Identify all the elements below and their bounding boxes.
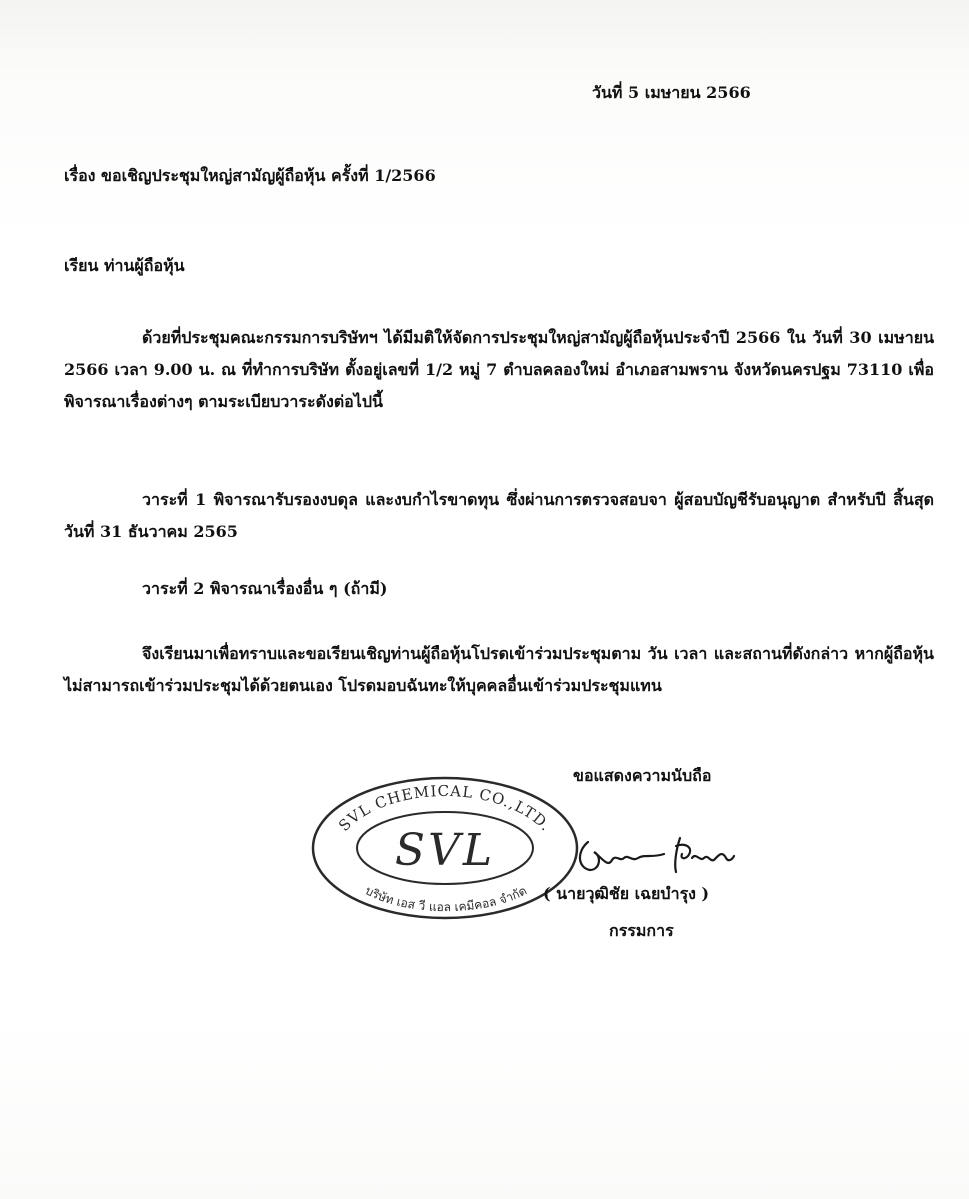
body-paragraph-meeting-details: ด้วยที่ประชุมคณะกรรมการบริษัทฯ ได้มีมติให้จัดการประชุมใหญ่สามัญผู้ถือหุ้นประจำปี 2566 ใน วันที่ 30 เมษายน 2566 เวลา 9.00 น. ณ ที่ทำการบริษัท ตั้งอยู่เลขที่ 1/2 หมู่ 7 ตำบลคลองใหม่ อำเภอสามพราน จังหวัดนครปฐม 73110 เพื่อพิจารณาเรื่องต่างๆ ตามระเบียบวาระดังต่อไปนี้: [64, 328, 934, 411]
letter-subject: เรื่อง ขอเชิญประชุมใหญ่สามัญผู้ถือหุ้น ครั้งที่ 1/2566: [64, 166, 436, 185]
letter-date: วันที่ 5 เมษายน 2566: [592, 83, 751, 102]
handwritten-signature: [572, 828, 752, 888]
signer-name: ( นายวุฒิชัย เฉยบำรุง ): [543, 884, 710, 903]
agenda-item-2: วาระที่ 2 พิจารณาเรื่องอื่น ๆ (ถ้ามี): [142, 579, 388, 598]
seal-center-text: SVL: [394, 825, 496, 876]
letter-salutation: เรียน ท่านผู้ถือหุ้น: [64, 256, 185, 275]
body-paragraph-invitation: จึงเรียนมาเพื่อทราบและขอเรียนเชิญท่านผู้ถือหุ้นโปรดเข้าร่วมประชุมตาม วัน เวลา และสถานที่ดังกล่าว หากผู้ถือหุ้นไม่สามารถเข้าร่วมประชุมได้ด้วยตนเอง โปรดมอบฉันทะให้บุคคลอื่นเข้าร่วมประชุมแทน: [64, 644, 934, 695]
signer-title: กรรมการ: [609, 921, 674, 940]
seal-bottom-text: บริษัท เอส วี แอล เคมีคอล จำกัด: [363, 883, 529, 915]
seal-top-text: SVL CHEMICAL CO.,LTD.: [335, 781, 556, 835]
company-seal-stamp: [305, 770, 583, 920]
letter-closing: ขอแสดงความนับถือ: [573, 766, 712, 785]
agenda-item-1: วาระที่ 1 พิจารณารับรองงบดุล และงบกำไรขาดทุน ซึ่งผ่านการตรวจสอบจา ผู้สอบบัญชีรับอนุญาต สำหรับปี สิ้นสุดวันที่ 31 ธันวาคม 2565: [64, 490, 935, 541]
